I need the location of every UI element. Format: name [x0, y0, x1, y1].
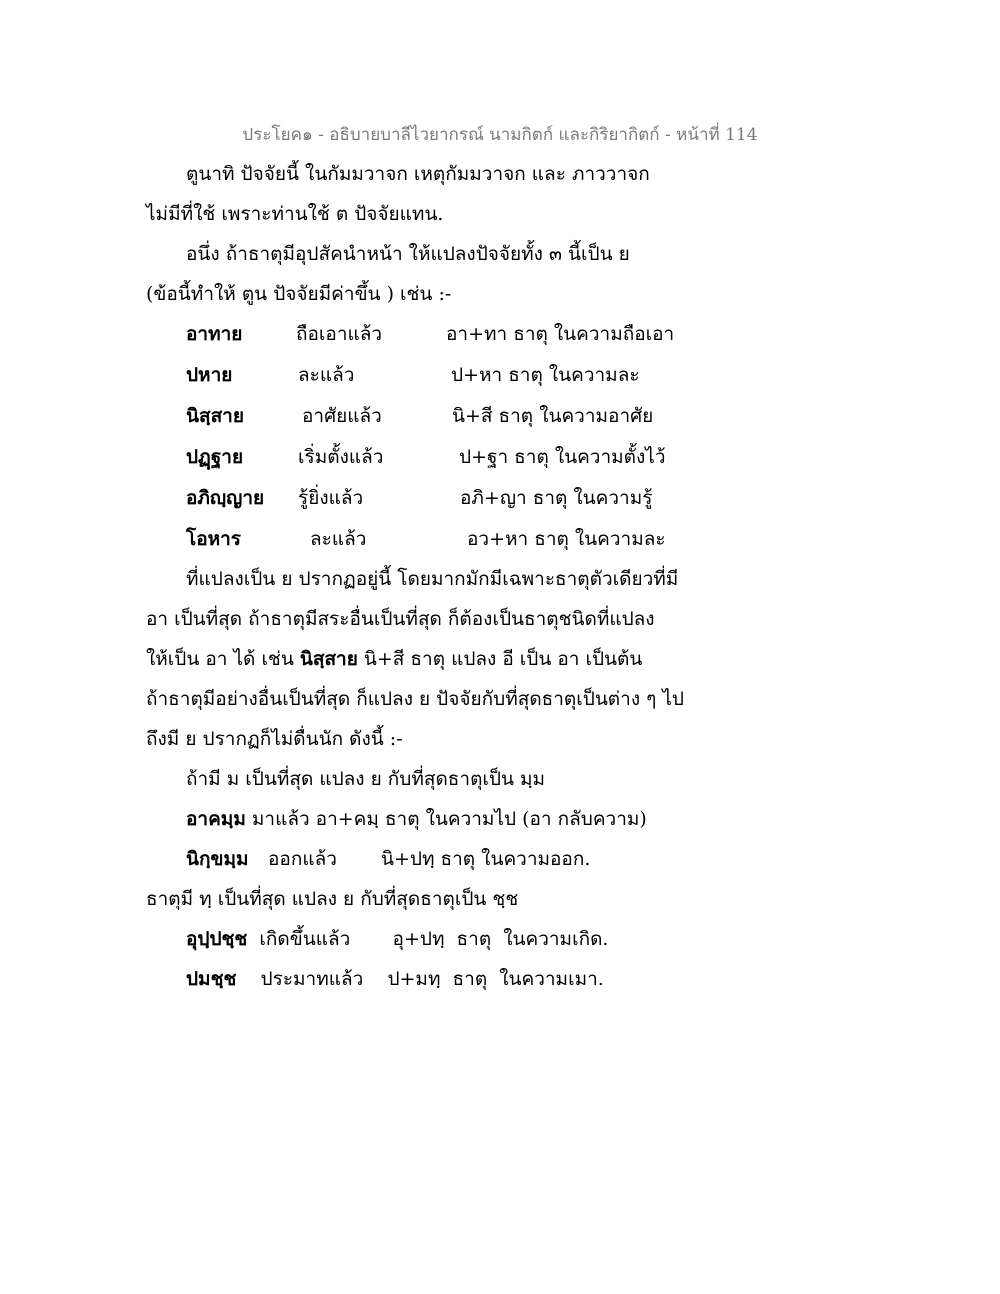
- example-meaning: อาศัยแล้ว: [302, 405, 382, 427]
- example-root: ป+ฐา ธาตุ ในความตั้งไว้: [459, 446, 666, 468]
- example-word: อาคมฺม: [186, 808, 246, 830]
- para3-line1: ที่แปลงเป็น ย ปรากฏอยู่นี้ โดยมากมักมีเฉพาะธาตุตัวเดียวที่มี: [186, 568, 679, 590]
- para3-line3: [146, 646, 642, 672]
- example-pamajja: [186, 966, 604, 992]
- para3-line3-pre: ให้เป็น อา ได้ เช่น: [146, 648, 300, 670]
- example-root: นิ+สี ธาตุ ในความอาศัย: [452, 405, 654, 427]
- example-word: โอหาร: [186, 528, 242, 550]
- example-meaning: ละแล้ว: [298, 364, 355, 386]
- example-meaning: เริ่มตั้งแล้ว: [298, 446, 384, 468]
- example-uppajja: [186, 926, 608, 952]
- example-word: ปมชฺช: [186, 968, 237, 990]
- para3-line5: ถึงมี ย ปรากฏก็ไม่ดื่นนัก ดังนี้ :-: [146, 728, 403, 750]
- para4-line1: ถ้ามี ม เป็นที่สุด แปลง ย กับที่สุดธาตุเป็น มฺม: [186, 768, 546, 790]
- example-meaning: ถือเอาแล้ว: [296, 323, 383, 345]
- para2-line2: (ข้อนี้ทำให้ ตูน ปัจจัยมีค่าขึ้น ) เช่น :-: [146, 283, 452, 305]
- example-meaning: รู้ยิ่งแล้ว: [298, 487, 364, 509]
- page-header: ประโยค๑ - อธิบายบาลีไวยากรณ์ นามกิตก์ และกิริยากิตก์ - หน้าที่ 114: [242, 125, 758, 145]
- para1-line1: ตูนาทิ ปัจจัยนี้ ในกัมมวาจก เหตุกัมมวาจก และ ภาววาจก: [186, 163, 650, 185]
- example-root: ป+หา ธาตุ ในความละ: [451, 364, 640, 386]
- example-word: อภิญฺญาย: [186, 487, 265, 509]
- example-word: อุปฺปชฺช: [186, 928, 248, 950]
- para3-line3-bold: นิสฺสาย: [299, 648, 358, 670]
- example-rest: ประมาทแล้ว ป+มทฺ ธาตุ ในความเมา.: [236, 968, 604, 990]
- example-word: นิสฺสาย: [186, 405, 244, 427]
- para3-line4: ถ้าธาตุมีอย่างอื่นเป็นที่สุด ก็แปลง ย ปัจจัยกับที่สุดธาตุเป็นต่าง ๆ ไป: [146, 688, 684, 710]
- para3-line3-post: นิ+สี ธาตุ แปลง อี เป็น อา เป็นต้น: [357, 648, 643, 670]
- example-meaning: ละแล้ว: [310, 528, 367, 550]
- example-rest: เกิดขึ้นแล้ว อุ+ปทฺ ธาตุ ในความเกิด.: [247, 928, 609, 950]
- example-word: ปฏฺฐาย: [186, 446, 244, 468]
- para2-line1: อนึ่ง ถ้าธาตุมีอุปสัคนำหน้า ให้แปลงปัจจัยทั้ง ๓ นี้เป็น ย: [186, 243, 630, 265]
- example-word: นิกฺขมฺม: [186, 848, 249, 870]
- example-agamma: [186, 806, 647, 832]
- example-root: อภิ+ญา ธาตุ ในความรู้: [460, 487, 653, 509]
- para5-line: ธาตุมี ทฺ เป็นที่สุด แปลง ย กับที่สุดธาตุเป็น ชฺช: [146, 888, 519, 910]
- example-rest: นิ+ปทฺ ธาตุ ในความออก.: [381, 848, 591, 870]
- para1-line2: ไม่มีที่ใช้ เพราะท่านใช้ ต ปัจจัยแทน.: [146, 203, 444, 225]
- example-meaning: ออกแล้ว: [268, 848, 337, 870]
- example-root: อา+ทา ธาตุ ในความถือเอา: [446, 323, 675, 345]
- example-word: ปหาย: [186, 364, 233, 386]
- example-root: อว+หา ธาตุ ในความละ: [467, 528, 666, 550]
- example-word: อาทาย: [186, 323, 243, 345]
- example-rest: มาแล้ว อา+คมฺ ธาตุ ในความไป (อา กลับความ): [245, 808, 647, 830]
- para3-line2: อา เป็นที่สุด ถ้าธาตุมีสระอื่นเป็นที่สุด ก็ต้องเป็นธาตุชนิดที่แปลง: [146, 608, 655, 630]
